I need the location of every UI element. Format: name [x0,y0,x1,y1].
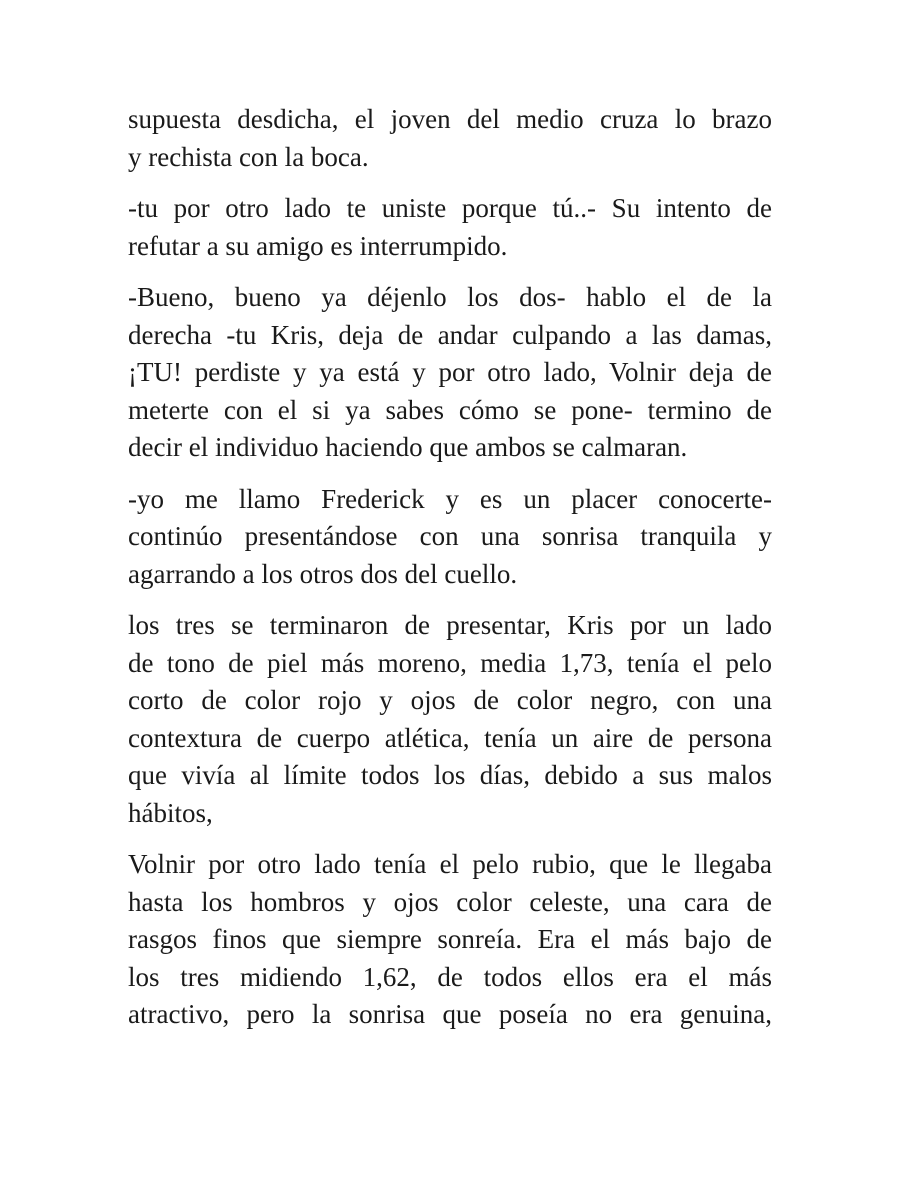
text-line: atractivo, pero la sonrisa que poseía no era genuina, [128,999,772,1029]
text-line: meterte con el si ya sabes cómo se pone- termino de [128,394,772,425]
text-line: supuesta desdicha, el joven del medio cruza lo brazo [128,104,772,134]
text-line: y rechista con la boca. [128,141,369,172]
text-line: agarrando a los otros dos del cuello. [128,558,518,589]
text-line: derecha -tu Kris, deja de andar culpando a las damas, [128,319,772,350]
paragraph [128,190,772,265]
paragraph [128,607,772,832]
text-line: contextura de cuerpo atlética, tenía un aire de persona [128,722,772,753]
paragraph [128,481,772,594]
text-line: que vivía al límite todos los días, debido a sus malos [128,760,772,790]
paragraph [128,101,772,176]
text-line: refutar a su amigo es interrumpido. [128,230,508,261]
text-line: ¡TU! perdiste y ya está y por otro lado, Volnir deja de [128,357,772,387]
text-line: hasta los hombros y ojos color celeste, una cara de [128,886,772,917]
text-line: rasgos finos que siempre sonreía. Era el más bajo de [128,924,772,954]
text-line: de tono de piel más moreno, media 1,73, tenía el pelo [128,647,772,678]
text-line: hábitos, [128,797,213,828]
text-line: -tu por otro lado te uniste porque tú..- Su intento de [128,193,772,223]
text-line: continúo presentándose con una sonrisa tranquila y [128,521,772,551]
text-line: corto de color rojo y ojos de color negro, con una [128,685,772,715]
text-line: -Bueno, bueno ya déjenlo los dos- hablo el de la [128,282,772,312]
paragraph [128,279,772,467]
text-line: los tres se terminaron de presentar, Kris por un lado [128,610,772,640]
text-line: -yo me llamo Frederick y es un placer conocerte- [128,483,772,514]
text-line: Volnir por otro lado tenía el pelo rubio, que le llegaba [128,849,772,879]
text-line: los tres midiendo 1,62, de todos ellos era el más [128,961,772,992]
body-text [128,101,772,1048]
paragraph [128,846,772,1034]
text-line: decir el individuo haciendo que ambos se calmaran. [128,432,688,462]
